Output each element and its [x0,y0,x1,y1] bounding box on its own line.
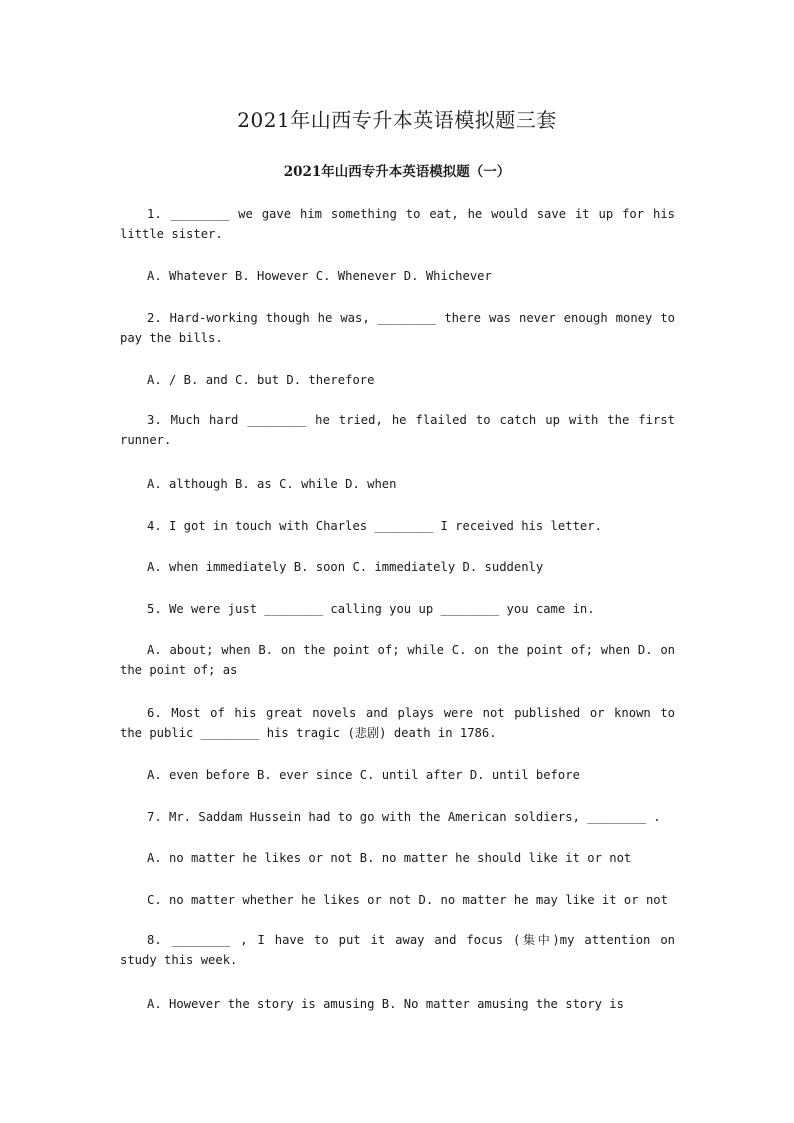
question-7-stem: 7. Mr. Saddam Hussein had to go with the American soldiers, ________ . [147,810,661,824]
question-5-stem: 5. We were just ________ calling you up ________ you came in. [147,602,595,616]
question-1-options: A. Whatever B. However C. Whenever D. Whichever [147,269,492,283]
question-7-options-line-1: A. no matter he likes or not B. no matter he should like it or not [147,851,632,865]
question-1-stem: 1. ________ we gave him something to eat, he would save it up for his little sister. [120,207,675,241]
question-8-options: A. However the story is amusing B. No matter amusing the story is [147,997,624,1011]
question-7-options-line-2: C. no matter whether he likes or not D. no matter he may like it or not [147,893,668,907]
question-3-stem: 3. Much hard ________ he tried, he flailed to catch up with the first runner. [120,413,675,447]
question-4-stem: 4. I got in touch with Charles ________ I received his letter. [147,519,602,533]
section-subtitle: 2021年山西专升本英语模拟题（一） [283,164,511,180]
question-2-stem: 2. Hard-working though he was, ________ there was never enough money to pay the bills. [120,311,675,345]
question-2-options: A. / B. and C. but D. therefore [147,373,375,387]
question-4-options: A. when immediately B. soon C. immediately D. suddenly [147,560,544,574]
question-5-options: A. about; when B. on the point of; while C. on the point of; when D. on the point of; as [120,643,675,677]
question-3-options: A. although B. as C. while D. when [147,477,397,491]
document-title: 2021年山西专升本英语模拟题三套 [237,108,557,132]
question-8-stem: 8. ________ , I have to put it away and focus (集中)my attention on study this week. [120,933,675,967]
question-6-stem: 6. Most of his great novels and plays were not published or known to the public ________ his tragic (悲剧) death in 1786. [120,706,675,740]
question-6-options: A. even before B. ever since C. until after D. until before [147,768,580,782]
